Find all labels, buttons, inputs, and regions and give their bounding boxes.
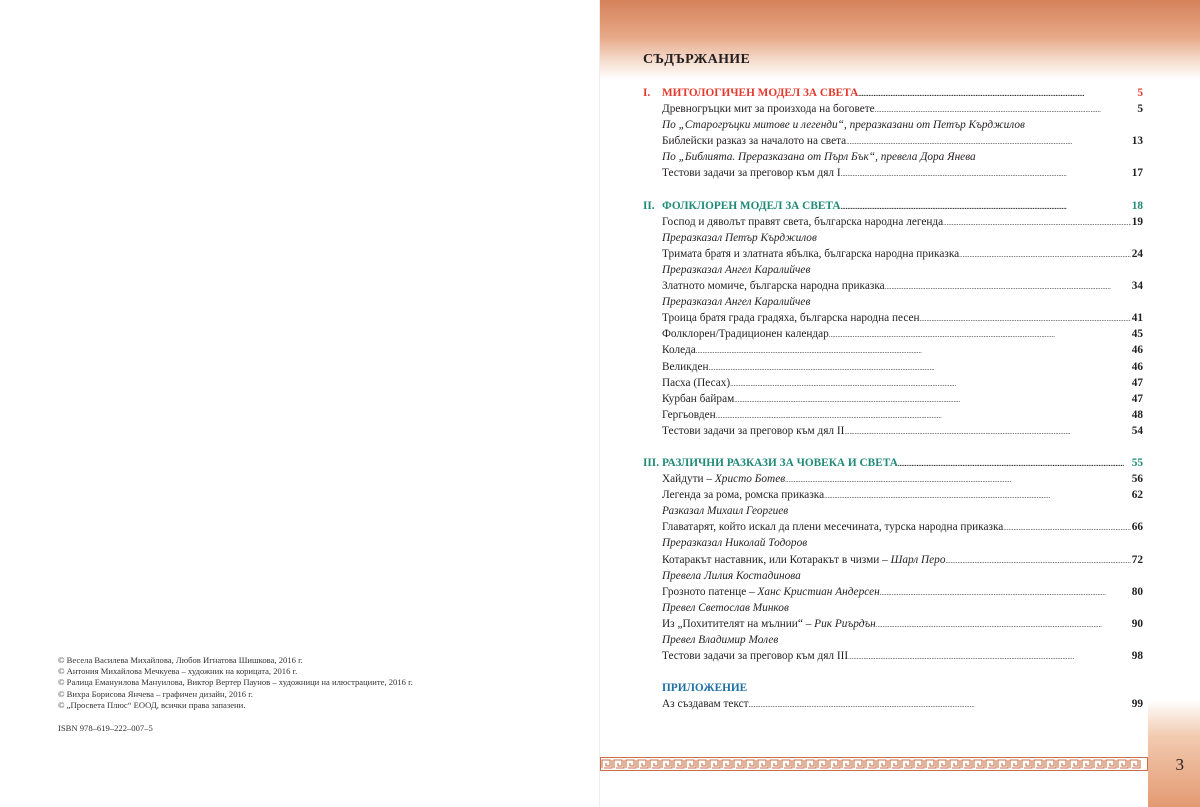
page-ref: 5 <box>1137 87 1143 99</box>
entry-text: Древногръцки мит за произхода на боговете <box>662 103 875 116</box>
toc-entry[interactable] <box>643 584 1143 600</box>
entry-title <box>662 310 920 326</box>
entry-text: Аз създавам текст <box>662 698 749 711</box>
toc-entry[interactable] <box>643 487 1143 503</box>
dot-leader <box>846 133 1131 150</box>
section-gap <box>643 182 1143 198</box>
entry-text: Преразказал Николай Тодоров <box>662 537 808 550</box>
page-ref: 47 <box>1131 376 1143 389</box>
toc-entry[interactable] <box>643 471 1143 487</box>
entry-title <box>662 391 734 407</box>
toc-entry[interactable] <box>643 133 1143 149</box>
entry-title <box>662 278 885 294</box>
entry-title <box>662 101 875 117</box>
page-ref: 46 <box>1131 344 1143 357</box>
page-ref: 19 <box>1131 215 1143 228</box>
dot-leader <box>841 198 1131 215</box>
decorative-top-band <box>600 0 1200 80</box>
dot-leader <box>945 552 1130 569</box>
entry-title <box>662 648 848 664</box>
isbn: ISBN 978–619–222–007–5 <box>58 723 153 733</box>
dot-leader <box>959 246 1131 263</box>
entry-title <box>662 359 709 375</box>
entry-text: РАЗЛИЧНИ РАЗКАЗИ ЗА ЧОВЕКА И СВЕТА <box>662 456 898 469</box>
entry-attribution <box>662 117 1025 133</box>
section-gap <box>643 439 1143 455</box>
section-number: III. <box>643 456 660 469</box>
entry-title <box>662 471 785 487</box>
entry-title <box>662 375 730 391</box>
entry-text: Гергьовден <box>662 408 716 421</box>
entry-title <box>662 165 841 181</box>
toc-section-heading[interactable] <box>643 455 1143 471</box>
dot-leader <box>880 584 1131 601</box>
toc-attribution[interactable] <box>643 632 1143 648</box>
section-number: II. <box>643 199 655 212</box>
entry-text: Великден <box>662 360 709 373</box>
page-ref: 18 <box>1131 199 1143 212</box>
dot-leader <box>876 616 1131 633</box>
section-title <box>662 455 898 471</box>
entry-text: Из „Похитителят на мълнии“ – <box>662 617 815 630</box>
credit-line: © „Просвета Плюс“ ЕООД, всички права запазени. <box>58 699 246 710</box>
dot-leader <box>730 375 1131 392</box>
entry-author: Рик Риърдън <box>814 617 876 630</box>
dot-leader <box>1003 519 1130 536</box>
appendix-title: ПРИЛОЖЕНИЕ <box>662 682 748 695</box>
toc-appendix-heading[interactable] <box>643 680 1143 696</box>
toc-entry[interactable] <box>643 278 1143 294</box>
page-ref: 72 <box>1131 553 1143 566</box>
dot-leader <box>841 165 1131 182</box>
entry-title <box>662 214 943 230</box>
entry-title <box>662 519 1003 535</box>
entry-attribution <box>662 230 817 246</box>
entry-attribution <box>662 632 778 648</box>
dot-leader <box>785 471 1131 488</box>
entry-text: Тестови задачи за преговор към дял III <box>662 650 849 663</box>
dot-leader <box>885 278 1131 295</box>
toc-section-heading[interactable] <box>643 85 1143 101</box>
entry-text: Преразказал Петър Кърджилов <box>662 231 817 244</box>
entry-text: Тестови задачи за преговор към дял II <box>662 424 845 437</box>
entry-text: Преразказал Ангел Каралийчев <box>662 296 811 309</box>
toc-entry[interactable] <box>643 165 1143 181</box>
toc-attribution[interactable] <box>643 568 1143 584</box>
section-gap <box>643 664 1143 680</box>
toc-entry[interactable] <box>643 648 1143 664</box>
toc-entry[interactable] <box>643 246 1143 262</box>
page-ref: 34 <box>1131 280 1143 293</box>
right-page <box>600 0 1200 807</box>
entry-text: По „Библията. Преразказана от Пърл Бък“, превела Дора Янева <box>662 151 976 164</box>
entry-author: Христо Ботев <box>714 473 786 486</box>
entry-attribution <box>662 600 789 616</box>
toc-entry[interactable] <box>643 519 1143 535</box>
entry-text: Разказал Михаил Георгиев <box>662 505 789 518</box>
entry-attribution <box>662 262 810 278</box>
section-number: I. <box>643 87 651 99</box>
entry-attribution <box>662 535 807 551</box>
toc-entry[interactable] <box>643 310 1143 326</box>
toc-attribution[interactable] <box>643 262 1143 278</box>
page-ref: 46 <box>1131 360 1143 373</box>
entry-title <box>662 246 959 262</box>
toc-attribution[interactable] <box>643 230 1143 246</box>
entry-title <box>662 326 829 342</box>
page-ref: 45 <box>1131 328 1143 341</box>
entry-text: Библейски разказ за началото на света <box>662 135 847 148</box>
page-ref: 5 <box>1137 103 1143 116</box>
dot-leader <box>848 648 1131 665</box>
section-title <box>662 198 841 214</box>
entry-text: Котаракът наставник, или Котаракът в чизми – <box>662 553 891 566</box>
entry-author: Ханс Кристиан Андерсен <box>757 585 880 598</box>
entry-text: Легенда за рома, ромска приказка <box>662 489 825 502</box>
page-ref: 99 <box>1131 698 1143 711</box>
page-number: 3 <box>1175 755 1184 774</box>
dot-leader <box>920 310 1131 327</box>
entry-text: Фолклорен/Традиционен календар <box>662 328 829 341</box>
entry-attribution <box>662 149 976 165</box>
entry-text: Пасха (Песах) <box>662 376 731 389</box>
dot-leader <box>734 391 1130 408</box>
dot-leader <box>716 407 1131 424</box>
toc-entry[interactable] <box>643 423 1143 439</box>
entry-text: Хайдути – <box>662 473 715 486</box>
page-ref: 41 <box>1131 312 1143 325</box>
entry-title <box>662 342 696 358</box>
page-ref: 66 <box>1131 521 1143 534</box>
entry-title <box>662 487 824 503</box>
toc-entry[interactable] <box>643 407 1143 423</box>
entry-text: Троица братя града градяха, българска народна песен <box>662 312 920 325</box>
page-ref: 98 <box>1131 650 1143 663</box>
table-of-contents <box>643 85 1143 712</box>
entry-title <box>662 696 749 712</box>
toc-attribution[interactable] <box>643 535 1143 551</box>
entry-title <box>662 552 945 568</box>
page-ref: 17 <box>1131 167 1143 180</box>
dot-leader <box>858 85 1136 102</box>
page-ref: 55 <box>1131 456 1143 469</box>
toc-attribution[interactable] <box>643 117 1143 133</box>
entry-attribution <box>662 503 788 519</box>
entry-text: Грозното патенце – <box>662 585 758 598</box>
entry-author: Шарл Перо <box>890 553 946 566</box>
credit-line: © Вихра Борисова Янчева – графичен дизайн, 2016 г. <box>58 688 253 699</box>
credit-line: © Ралица Емануилова Мануилова, Виктор Вертер Паунов – художници на илюстрациите, 2016 г. <box>58 677 413 688</box>
dot-leader <box>898 455 1131 472</box>
dot-leader <box>824 487 1131 504</box>
toc-entry[interactable] <box>643 359 1143 375</box>
entry-title <box>662 133 846 149</box>
entry-text: По „Старогръцки митове и легенди“, преразказани от Петър Кърджилов <box>662 119 1025 132</box>
toc-entry[interactable] <box>643 375 1143 391</box>
toc-entry[interactable] <box>643 391 1143 407</box>
entry-title <box>662 407 716 423</box>
entry-text: Главатарят, който искал да плени месечината, турска народна приказка <box>662 521 1004 534</box>
dot-leader <box>709 359 1131 376</box>
entry-title <box>662 423 844 439</box>
decorative-corner-band <box>1148 700 1200 807</box>
credit-line: © Весела Василева Михайлова, Любов Игнатова Шишкова, 2016 г. <box>58 655 303 665</box>
entry-title <box>662 616 876 632</box>
toc-attribution[interactable] <box>643 149 1143 165</box>
dot-leader <box>875 101 1137 118</box>
toc-entry[interactable] <box>643 696 1143 712</box>
page-ref: 24 <box>1131 247 1143 260</box>
toc-title: СЪДЪРЖАНИЕ <box>643 52 751 67</box>
copyright-credits <box>58 655 413 711</box>
toc-entry[interactable] <box>643 616 1143 632</box>
entry-text: Господ и дяволът правят света, българска народна легенда <box>662 215 944 228</box>
entry-attribution <box>662 568 801 584</box>
entry-text: Тримата братя и златната ябълка, българска народна приказка <box>662 247 960 260</box>
entry-text: Превел Владимир Молев <box>662 634 779 646</box>
toc-entry[interactable] <box>643 342 1143 358</box>
toc-entry[interactable] <box>643 552 1143 568</box>
dot-leader <box>943 214 1131 231</box>
entry-title <box>662 584 880 600</box>
toc-entry[interactable] <box>643 326 1143 342</box>
dot-leader <box>696 342 1131 359</box>
greek-key-border <box>600 757 1148 771</box>
page-ref: 13 <box>1131 135 1143 148</box>
page-ref: 48 <box>1131 408 1143 421</box>
toc-attribution[interactable] <box>643 503 1143 519</box>
toc-entry[interactable] <box>643 101 1143 117</box>
page-ref: 54 <box>1131 424 1143 437</box>
toc-attribution[interactable] <box>643 294 1143 310</box>
entry-text: Тестови задачи за преговор към дял I <box>662 167 841 180</box>
section-title <box>662 85 858 101</box>
page-ref: 56 <box>1131 473 1143 486</box>
entry-attribution <box>662 294 810 310</box>
toc-attribution[interactable] <box>643 600 1143 616</box>
page-ref: 62 <box>1131 489 1143 502</box>
entry-text: МИТОЛОГИЧЕН МОДЕЛ ЗА СВЕТА <box>662 87 859 99</box>
entry-text: Коледа <box>662 344 696 357</box>
toc-section-heading[interactable] <box>643 198 1143 214</box>
entry-text: Преразказал Ангел Каралийчев <box>662 263 811 276</box>
credit-line: © Антония Михайлова Мечкуева – художник на корицата, 2016 г. <box>58 666 298 677</box>
entry-text: ФОЛКЛОРЕН МОДЕЛ ЗА СВЕТА <box>662 199 841 212</box>
page-ref: 90 <box>1131 617 1143 630</box>
dot-leader <box>844 423 1130 440</box>
entry-text: Златното момиче, българска народна приказка <box>662 280 885 293</box>
toc-entry[interactable] <box>643 214 1143 230</box>
page-ref: 80 <box>1131 585 1143 598</box>
dot-leader <box>829 326 1131 343</box>
entry-text: Превел Светослав Минков <box>662 601 789 614</box>
entry-text: Превела Лилия Костадинова <box>662 569 801 582</box>
entry-text: Курбан байрам <box>662 392 735 405</box>
dot-leader <box>749 696 1131 713</box>
page-ref: 47 <box>1131 392 1143 405</box>
